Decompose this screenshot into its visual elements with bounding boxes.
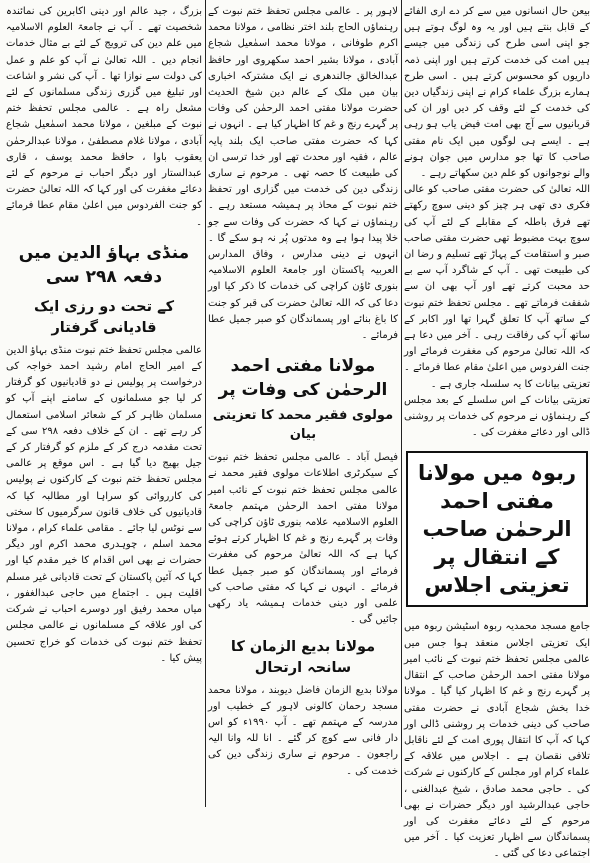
article-paragraph: مولانا بدیع الزمان فاضل دیوبند ، مولانا محمد مسجد رحمان کالونی لاہور کے خطیب اور مدرسہ کے مہتمم تھے ۔ آپ ۱۹۹۰ء کو اس دار فانی سے کوچ کر گئے ۔ انا للہ وانا الیہ راجعون ۔ مرحوم نے ساری زندگی دین کی خدمت کی ۔ <box>208 684 398 777</box>
article-paragraph: عالمی مجلس تحفظ ختم نبوت منڈی بہاؤ الدین کے امیر الحاج امام رشید احمد خواجہ کی درخواست پر پولیس نے دو قادیانیوں کو گرفتار کر لیا جو مسلمانوں کے سامنے اپنے آپ کو مسلمان ظاہر کر کے شعائر اسلامی استعمال کر رہے تھے ۔ ان کے خلاف دفعہ ۲۹۸ سی کے تحت مقدمہ درج کر کے ملزم کو گرفتار کر کے جیل بھیج دیا گیا ہے ۔ اس موقع پر عالمی مجلس تحفظ ختم نبوت کے کارکنوں نے پولیس کی کارروائی کو سراہا اور مطالبہ کیا کہ قادیانیوں کی خلاف قانون سرگرمیوں کا سختی سے نوٹس لیا جائے ۔ مقامی علماء کرام ، مولانا محمد اسلم ، چوہدری محمد اکرم اور دیگر حضرات نے بھی اس اقدام کا خیر مقدم کیا اور کہا کہ آئین پاکستان کے تحت قادیانی غیر مسلم اقلیت ہیں ۔ اجتماع میں حاجی عبدالغفور ، میاں محمد رفیق اور دوسرے احباب نے شرکت کی اور علاقہ کے مسلمانوں نے عالمی مجلس تحفظ ختم نبوت کی خدمات کو خراج تحسین پیش کیا ۔ <box>6 344 202 664</box>
article-paragraph: اللہ تعالیٰ کی حضرت مفتی صاحب کو عالی فکری دی تھی ہر چیز کو دینی سوچ رکھتے تھے فرق باطلہ کے مقابلے کے لئے آپ کی سوچ بہت مضبوط تھی حضرت مفتی صاحب صبر و استقامت کے پہاڑ تھے تسلیم و رضا ان کی طبیعت تھی ۔ آپ کے شاگرد آپ سے بے حد محبت کرتے تھے اور آپ بھی ان سے شفقت فرماتے تھے ۔ مجلس تحفظ ختم نبوت کے ساتھ آپ کا تعلق گہرا تھا اور اکابر کے ساتھ آپ کی رفاقت رہی ۔ آخر میں دعا ہے کہ اللہ تعالیٰ مرحوم کی مغفرت فرمائے اور جنت الفردوس میں اعلیٰ مقام عطا فرمائے ۔ تعزیتی بیانات کا یہ سلسلہ جاری ہے ۔ <box>404 184 590 390</box>
article-subheadline: کے تحت دو رزی ایک قادیانی گرفتار <box>33 298 175 336</box>
article-paragraph: تعزیتی بیانات کے اس سلسلے کے بعد مجلس کے رہنماؤں نے مرحوم کی خدمات پر روشنی ڈالی اور دعائے مغفرت کی ۔ <box>404 394 590 439</box>
column-divider <box>401 0 402 807</box>
article-subheadline: مولوی فقیر محمد کا تعزیتی بیان <box>212 408 394 443</box>
article-headline: مولانا مفتی احمد الرحمٰن کی وفات پر <box>218 356 388 401</box>
article-headline: منڈی بہاؤ الدین میں دفعہ ۲۹۸ سی <box>18 242 190 287</box>
column-right <box>404 4 590 860</box>
column-divider <box>205 0 206 807</box>
article-headline-boxed: ربوہ میں مولانا مفتی احمد الرحمٰن صاحب کے انتقال پر تعزیتی اجلاس <box>406 451 588 607</box>
article-headline: مولانا بدیع الزمان کا سانحہ ارتحال <box>230 638 376 676</box>
column-middle <box>208 4 398 803</box>
article-paragraph: بیعن حال انسانوں میں سے کر دے اری الفائے کے قابل بنتے ہیں اور یہ وہ لوگ ہوتے ہیں جو اپنی اسی طرح کی زندگی میں جیسے ہیں امت کی خدمت کرتے ہیں اور اپنی ذمہ داریوں کو محسوس کرتے ہیں ۔ اسی طرح ہمارے بزرگ علماء کرام نے اپنی زندگیاں دین کی خدمت کے لئے وقف کر دیں اور ان کی قربانیوں سے آج بھی امت فیض یاب ہو رہی ہے ۔ ایسے ہی لوگوں میں ایک نام مفتی صاحب کا تھا جو مدارس میں جوان ہونے والے نوجوانوں کو علم دین سکھاتے رہے ۔ <box>404 6 590 180</box>
article-paragraph: لاہور پر ۔ عالمی مجلس تحفظ ختم نبوت کے رہنماؤں الحاج بلند اختر نظامی ، مولانا محمد اکرم طوفانی ، مولانا محمد اسمٰعیل شجاع آبادی ، مولانا بشیر احمد سکھروی اور حافظ عبدالخالق جالندھری نے ایک مشترکہ اخباری بیان میں ملک کے عالم دین شیخ الحدیث حضرت مولانا مفتی احمد الرحمٰن کی وفات پر گہرے رنج و غم کا اظہار کیا ہے ۔ انہوں نے کہا کہ حضرت مفتی صاحب ایک بلند پایہ عالم ، فقیہ اور محدث تھے اور خدا ترسی ان کی طبیعت کا حصہ تھی ۔ مرحوم نے ساری زندگی دین کی خدمت میں گزاری اور تحفظ ختم نبوت کے محاذ پر ہمیشہ مستعد رہے ۔ رہنماؤں نے کہا کہ حضرت کی وفات سے جو خلا پیدا ہوا ہے وہ مدتوں پُر نہ ہو سکے گا ۔ انہوں نے دینی مدارس ، وفاق المدارس العربیہ پاکستان اور جامعۃ العلوم الاسلامیہ بنوری ٹاؤن کراچی کی خدمات کا ذکر کیا اور دعا کی کہ اللہ تعالیٰ حضرت کی قبر کو جنت کا باغ بنائے اور پسماندگان کو صبر جمیل عطا فرمائے ۔ <box>208 6 398 342</box>
article-paragraph: جامع مسجد محمدیہ ربوہ اسٹیشن ربوہ میں ایک تعزیتی اجلاس منعقد ہوا جس میں عالمی مجلس تحفظ ختم نبوت کے نائب امیر مولانا مفتی احمد الرحمٰن صاحب کے انتقال پر گہرے رنج و غم کا اظہار کیا گیا ۔ مولانا خدا بخش شجاع آبادی نے حضرت مفتی صاحب کی دینی خدمات پر روشنی ڈالی اور کہا کہ آپ کا انتقال پوری امت کے لئے ناقابل تلافی نقصان ہے ۔ اجلاس میں علاقہ کے علماء کرام اور مجلس کے کارکنوں نے شرکت کی ۔ حاجی محمد صادق ، شیخ عبدالغنی ، حاجی عبدالرشید اور دیگر حضرات نے بھی مرحوم کے لئے دعائے مغفرت کی اور پسماندگان سے اظہار تعزیت کیا ۔ آخر میں اجتماعی دعا کی گئی ۔ <box>404 621 590 860</box>
article-paragraph: فیصل آباد ۔ عالمی مجلس تحفظ ختم نبوت کے سیکرٹری اطلاعات مولوی فقیر محمد نے عالمی مجلس تحفظ ختم نبوت کے نائب امیر مولانا مفتی احمد الرحمٰن مہتمم جامعۃ العلوم الاسلامیہ علامہ بنوری ٹاؤن کراچی کی وفات پر گہرے رنج و غم کا اظہار کرتے ہوئے کہا ہے کہ اللہ تعالیٰ مرحوم کی مغفرت فرمائے اور پسماندگان کو صبر جمیل عطا فرمائے ۔ انہوں نے کہا کہ مفتی صاحب کی علمی اور دینی خدمات ہمیشہ یاد رکھی جائیں گی ۔ <box>208 452 398 626</box>
article-paragraph: بزرگ ، جید عالم اور دینی اکابرین کی نمائندہ شخصیت تھے ۔ آپ نے جامعۃ العلوم الاسلامیہ میں علم دین کی ترویج کے لئے بے مثال خدمات انجام دیں ۔ اللہ تعالیٰ نے آپ کو علم و عمل کی دولت سے نوازا تھا ۔ آپ کی نشر و اشاعت اور تبلیغ میں گزری زندگی مسلمانوں کے لئے مشعل راہ ہے ۔ عالمی مجلس تحفظ ختم نبوت کے مبلغین ، مولانا محمد اسمٰعیل شجاع آبادی ، مولانا غلام مصطفیٰ ، مولانا عبدالرحمٰن یعقوب باوا ، حافظ محمد یوسف ، قاری عبدالستار اور دیگر احباب نے مرحوم کے لئے دعائے مغفرت کی اور کہا کہ اللہ تعالیٰ حضرت کو جنت الفردوس میں اعلیٰ مقام عطا فرمائے ۔ <box>6 6 202 228</box>
column-left <box>6 4 202 803</box>
